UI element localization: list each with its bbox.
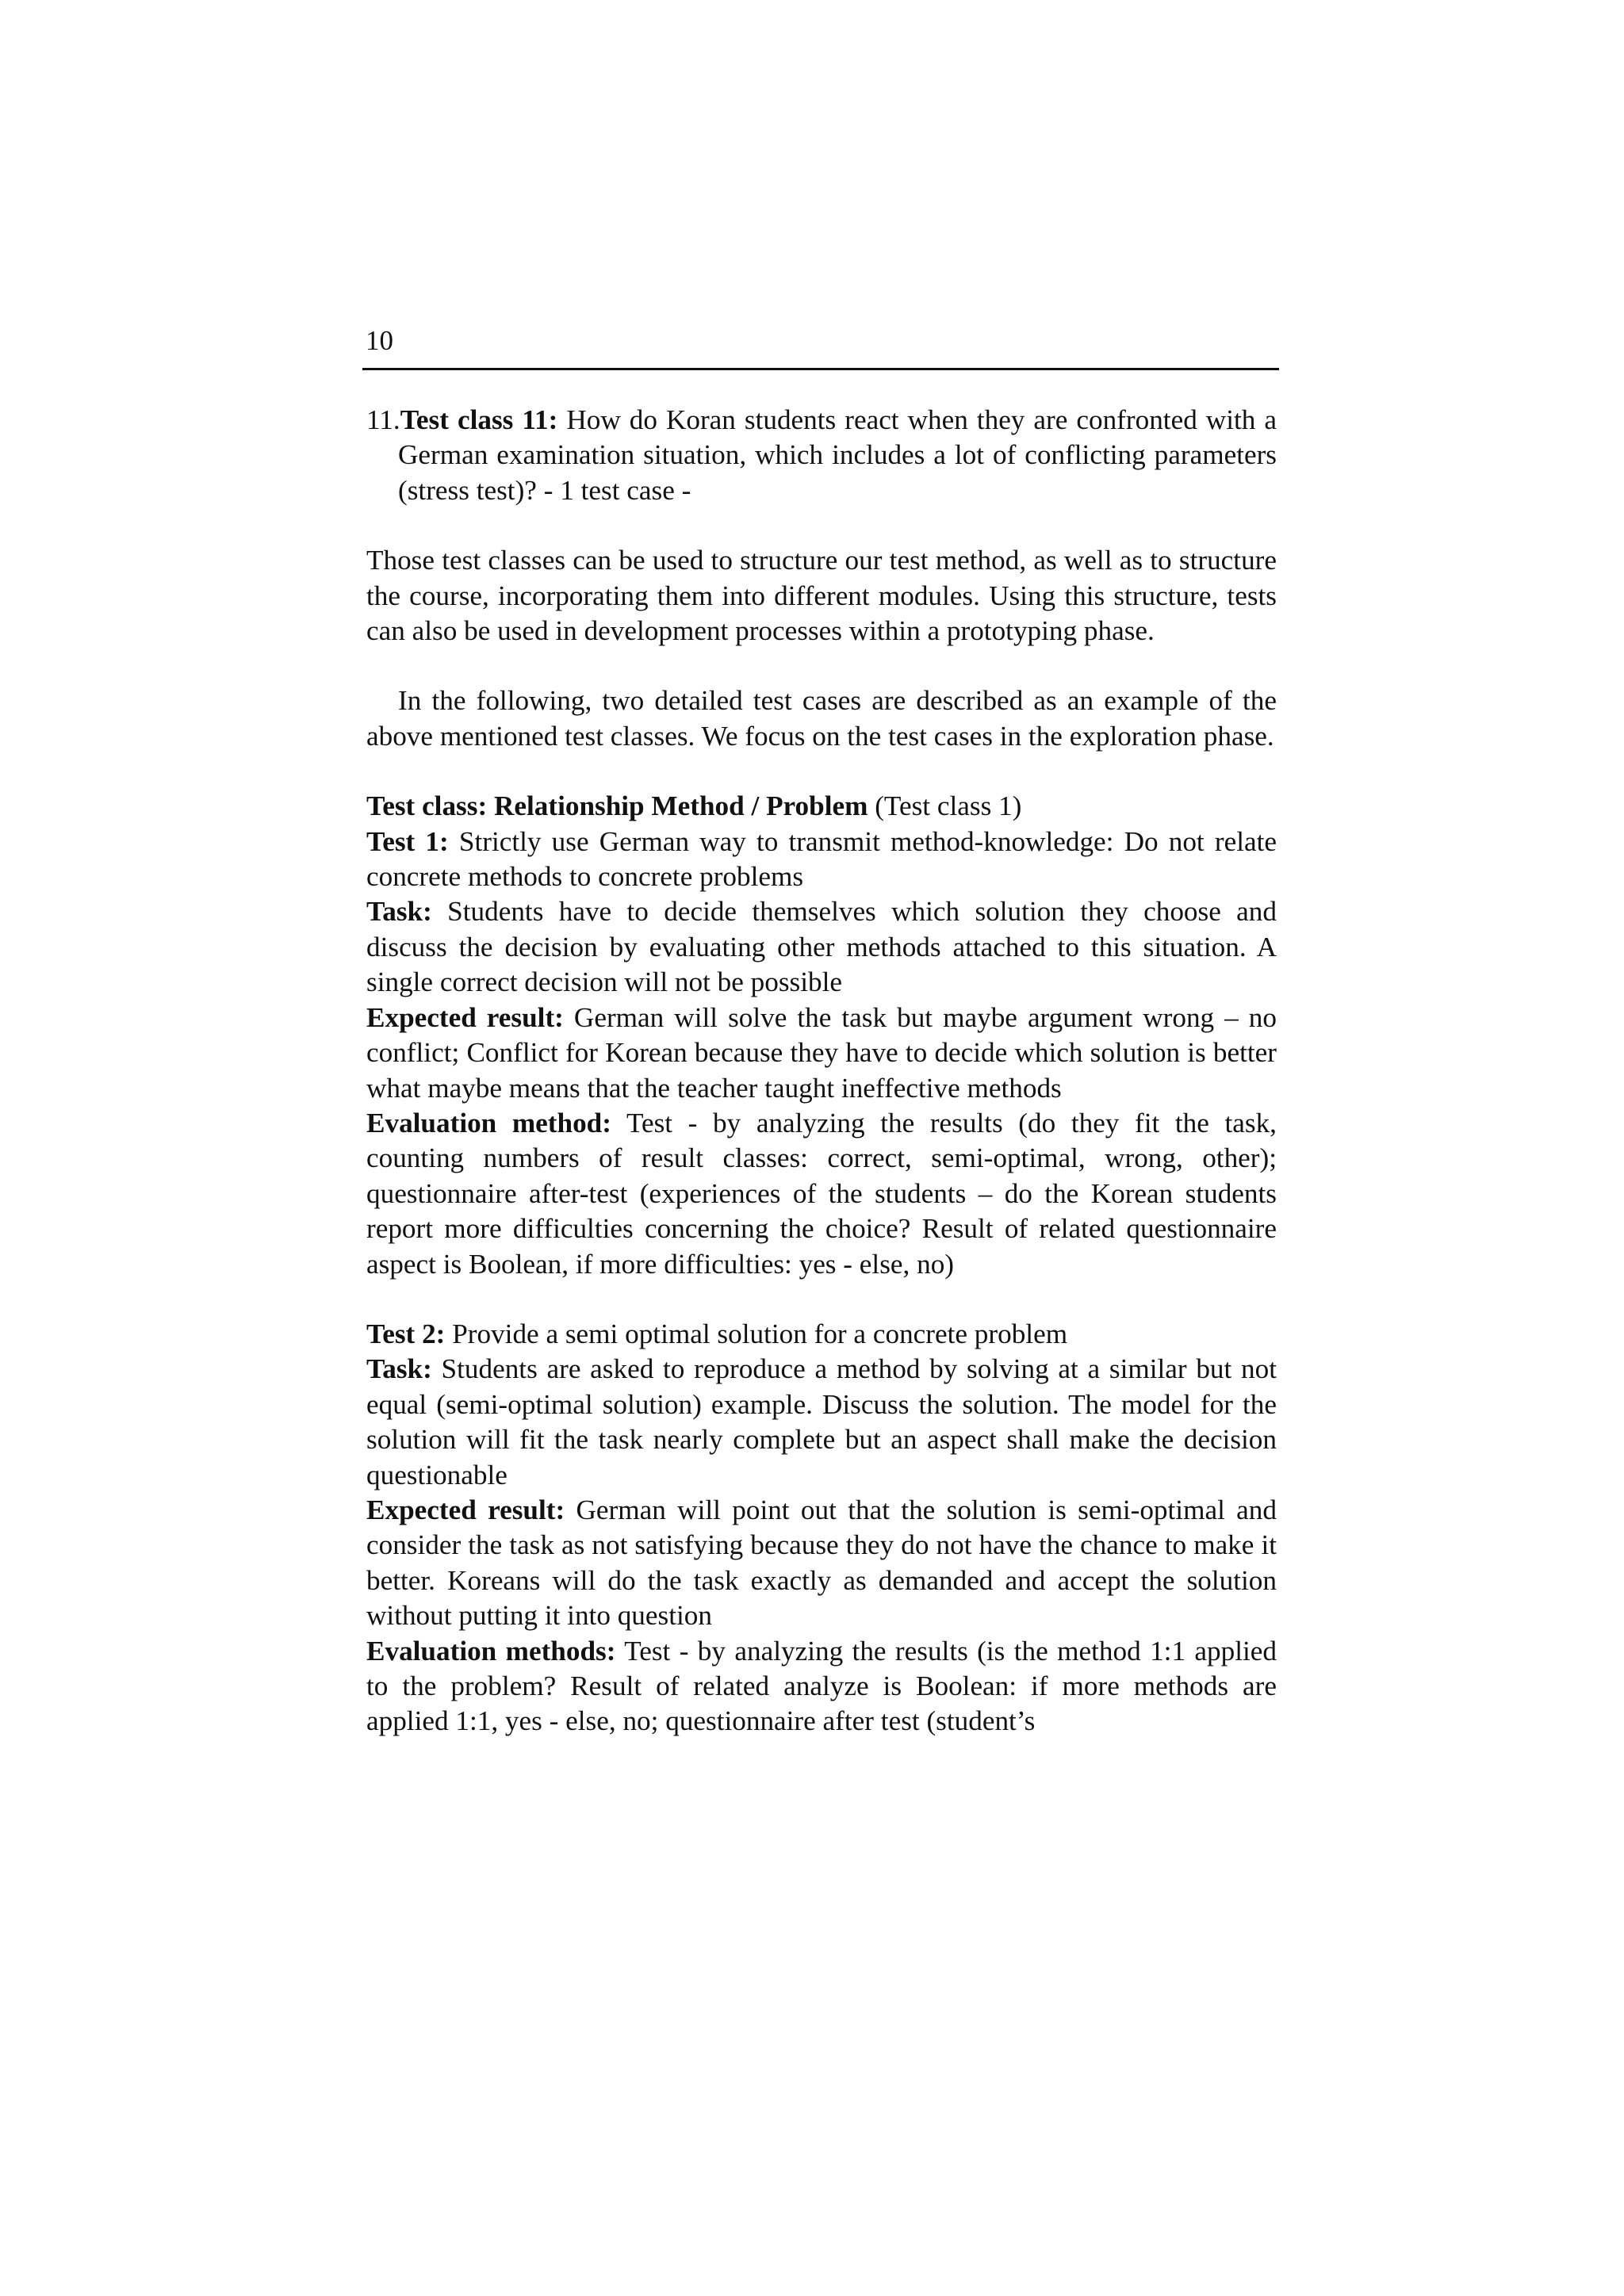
test-2-expected-label: Expected result:	[366, 1494, 565, 1525]
page-number: 10	[366, 325, 393, 356]
test-1-expected-label: Expected result:	[366, 1001, 564, 1033]
test-1-line	[366, 825, 1277, 895]
test-2-expected	[366, 1493, 1277, 1634]
body-text	[366, 403, 1277, 1739]
list-item-text: How do Koran students react when they are confronted with a German examination situation, which includes a lot of conflicting parameters (stress test)? - 1 test case -	[398, 404, 1277, 506]
spacer	[366, 1282, 1277, 1317]
test-2-task	[366, 1352, 1277, 1493]
header-rule	[362, 368, 1279, 370]
spacer	[366, 508, 1277, 543]
spacer	[366, 754, 1277, 789]
test-1-evaluation-label: Evaluation method:	[366, 1107, 611, 1138]
test-1-evaluation	[366, 1106, 1277, 1282]
test-1-task-text: Students have to decide themselves which solution they choose and discuss the decision by evaluating other methods attached to this situation. A single correct decision will not be possible	[366, 896, 1277, 998]
test-1-label: Test 1:	[366, 825, 449, 857]
test-class-heading-label: Test class: Relationship Method / Problem	[366, 790, 868, 822]
test-1-text: Strictly use German way to transmit method-knowledge: Do not relate concrete methods to concrete problems	[366, 825, 1277, 893]
list-item-11	[366, 403, 1277, 508]
test-1-evaluation-text: Test - by analyzing the results (do they fit the task, counting numbers of result classes: correct, semi-optimal, wrong, other); questionnaire after-test (experiences of the students – do the Korean students report more difficulties concerning the choice? Result of related questionnaire aspect is Boolean, if more difficulties: yes - else, no)	[366, 1107, 1277, 1280]
paragraph-2: In the following, two detailed test cases are described as an example of the above mentioned test classes. We focus on the test cases in the exploration phase.	[366, 685, 1277, 752]
test-class-heading	[366, 789, 1277, 824]
test-1-task-label: Task:	[366, 896, 432, 928]
test-2-text: Provide a semi optimal solution for a concrete problem	[445, 1318, 1068, 1349]
test-2-label: Test 2:	[366, 1318, 446, 1349]
test-2-evaluation-label: Evaluation methods:	[366, 1635, 616, 1667]
test-1-task	[366, 894, 1277, 1000]
test-2-expected-text: German will point out that the solution is semi-optimal and consider the task as not satisfying because they do not have the chance to make it better. Koreans will do the task exactly as demanded and accept the solution without putting it into question	[366, 1494, 1277, 1632]
test-2-line	[366, 1317, 1277, 1352]
list-number: 11.	[366, 404, 400, 435]
test-2-evaluation-text: Test - by analyzing the results (is the method 1:1 applied to the problem? Result of related analyze is Boolean: if more methods are applied 1:1, yes - else, no; questionnaire after test (student’s	[366, 1635, 1277, 1737]
test-2-evaluation	[366, 1634, 1277, 1739]
spacer	[366, 649, 1277, 683]
paragraph-1: Those test classes can be used to structure our test method, as well as to structure the course, incorporating them into different modules. Using this structure, tests can also be used in development processes within a prototyping phase.	[366, 545, 1277, 647]
test-1-expected	[366, 1001, 1277, 1106]
test-2-task-label: Task:	[366, 1353, 432, 1385]
list-item-label: Test class 11:	[400, 404, 558, 435]
test-class-heading-suffix: (Test class 1)	[868, 790, 1022, 822]
test-1-expected-text: German will solve the task but maybe argument wrong – no conflict; Conflict for Korean because they have to decide which solution is better what maybe means that the teacher taught ineffective methods	[366, 1001, 1277, 1104]
test-2-task-text: Students are asked to reproduce a method by solving at a similar but not equal (semi-optimal solution) example. Discuss the solution. The model for the solution will fit the task nearly complete but an aspect shall make the decision questionable	[366, 1353, 1277, 1490]
